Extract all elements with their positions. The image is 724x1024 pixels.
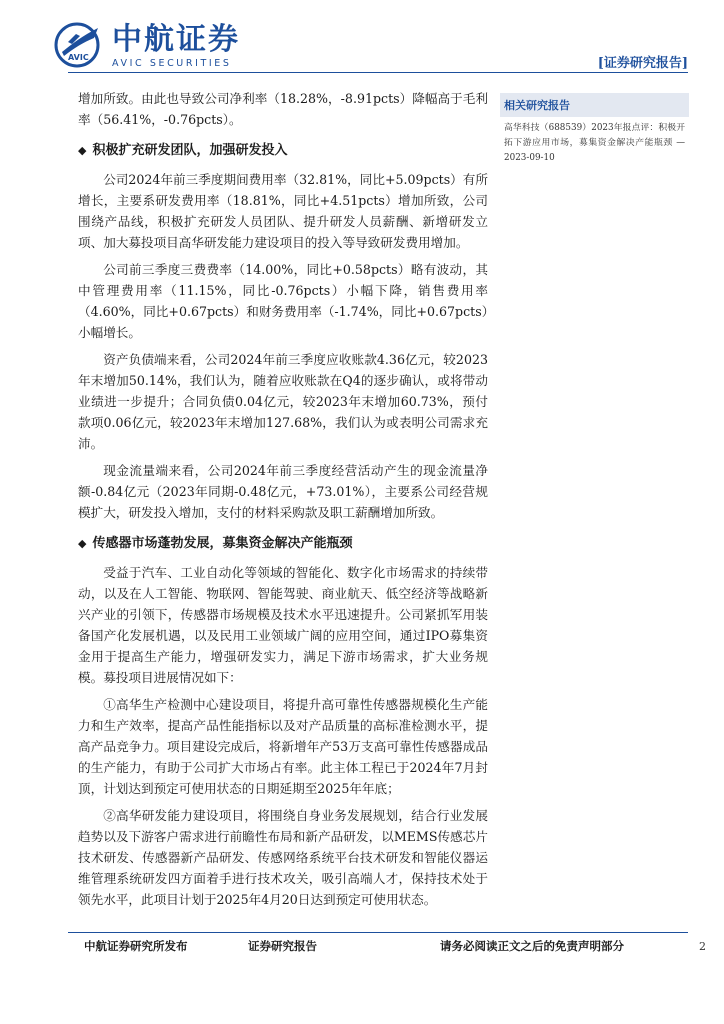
paragraph: ②高华研发能力建设项目，将围绕自身业务发展规划，结合行业发展趋势以及下游客户需求进行前瞻性布局和新产品研发，以MEMS传感芯片技术研发、传感器新产品研发、传感网络系统平台技术研发和智能仪器运维管理系统研发四方面着手进行技术攻关，吸引高端人才，保持技术处于领先水平，此项目计划于2025年4月20日达到预定可使用状态。 xyxy=(78,808,488,907)
paragraph: 资产负债端来看，公司2024年前三季度应收账款4.36亿元，较2023年末增加50.14%，我们认为，随着应收账款在Q4的逐步确认，或将带动业绩进一步提升；合同负债0.04亿元，较2023年末增加60.73%，预付款项0.06亿元，较2023年末增加127.68%，我们认为或表明公司需求充沛。 xyxy=(78,352,488,451)
page-number: 2 xyxy=(699,940,706,953)
header-divider xyxy=(68,72,688,73)
logo-english-name: AVIC SECURITIES xyxy=(112,58,232,69)
report-type-tag: [证券研究报告] xyxy=(597,56,688,71)
paragraph: ①高华生产检测中心建设项目，将提升高可靠性传感器规模化生产能力和生产效率，提高产品性能指标以及对产品质量的高标准检测水平，提高产品竞争力。项目建设完成后，将新增年产53万支高可靠性传感器成品的生产能力，有助于公司扩大市场占有率。此主体工程已于2024年7月封顶，计划达到预定可使用状态的日期延期至2025年年底； xyxy=(78,697,488,796)
sidebar-title: 相关研究报告 xyxy=(500,93,689,117)
footer-disclaimer: 请务必阅读正文之后的免责声明部分 xyxy=(440,939,624,953)
section-heading xyxy=(78,140,488,161)
paragraph: 受益于汽车、工业自动化等领域的智能化、数字化市场需求的持续带动，以及在人工智能、物联网、智能驾驶、商业航天、低空经济等战略新兴产业的引领下，传感器市场规模及技术水平迅速提升。公司紧抓军用装备国产化发展机遇，以及民用工业领域广阔的应用空间，通过IPO募集资金用于提高生产能力，增强研发实力，满足下游市场需求，扩大业务规模。募投项目进展情况如下： xyxy=(78,565,488,685)
section-heading xyxy=(78,533,488,554)
footer-publisher: 中航证券研究所发布 xyxy=(84,939,188,953)
footer-divider xyxy=(68,932,688,933)
related-reports-sidebar xyxy=(500,93,689,170)
avic-logo-icon xyxy=(54,22,102,68)
company-logo xyxy=(54,22,254,68)
section-heading-text: 积极扩充研发团队，加强研发投入 xyxy=(92,143,288,158)
footer-report-type: 证券研究报告 xyxy=(248,939,317,953)
paragraph: 现金流量端来看，公司2024年前三季度经营活动产生的现金流量净额-0.84亿元（2023年同期-0.48亿元，+73.01%），主要系公司经营规模扩大，研发投入增加，支付的材料采购款及职工薪酬增加所致。 xyxy=(78,463,488,520)
main-content xyxy=(78,88,488,916)
related-report-link[interactable]: 高华科技（688539）2023年报点评：积极开拓下游应用市场，募集资金解决产能瓶颈 —2023-09-10 xyxy=(504,123,685,163)
section-heading-text: 传感器市场蓬勃发展，募集资金解决产能瓶颈 xyxy=(92,536,353,551)
logo-chinese-name: 中航证券 xyxy=(112,22,240,57)
paragraph: 公司2024年前三季度期间费用率（32.81%，同比+5.09pcts）有所增长，主要系研发费用率（18.81%，同比+4.51pcts）增加所致，公司围绕产品线，积极扩充研发人员团队、提升研发人员薪酬、新增研发立项、加大募投项目高华研发能力建设项目的投入等导致研发费用增加。 xyxy=(78,172,488,250)
diamond-bullet-icon: ◆ xyxy=(78,144,87,157)
svg-text:AVIC: AVIC xyxy=(68,53,89,62)
paragraph: 增加所致。由此也导致公司净利率（18.28%，-8.91pcts）降幅高于毛利率（56.41%，-0.76pcts）。 xyxy=(78,91,488,127)
paragraph: 公司前三季度三费费率（14.00%，同比+0.58pcts）略有波动，其中管理费用率（11.15%，同比-0.76pcts）小幅下降，销售费用率（4.60%，同比+0.67pcts）和财务费用率（-1.74%，同比+0.67pcts）小幅增长。 xyxy=(78,262,488,340)
diamond-bullet-icon: ◆ xyxy=(78,537,87,550)
